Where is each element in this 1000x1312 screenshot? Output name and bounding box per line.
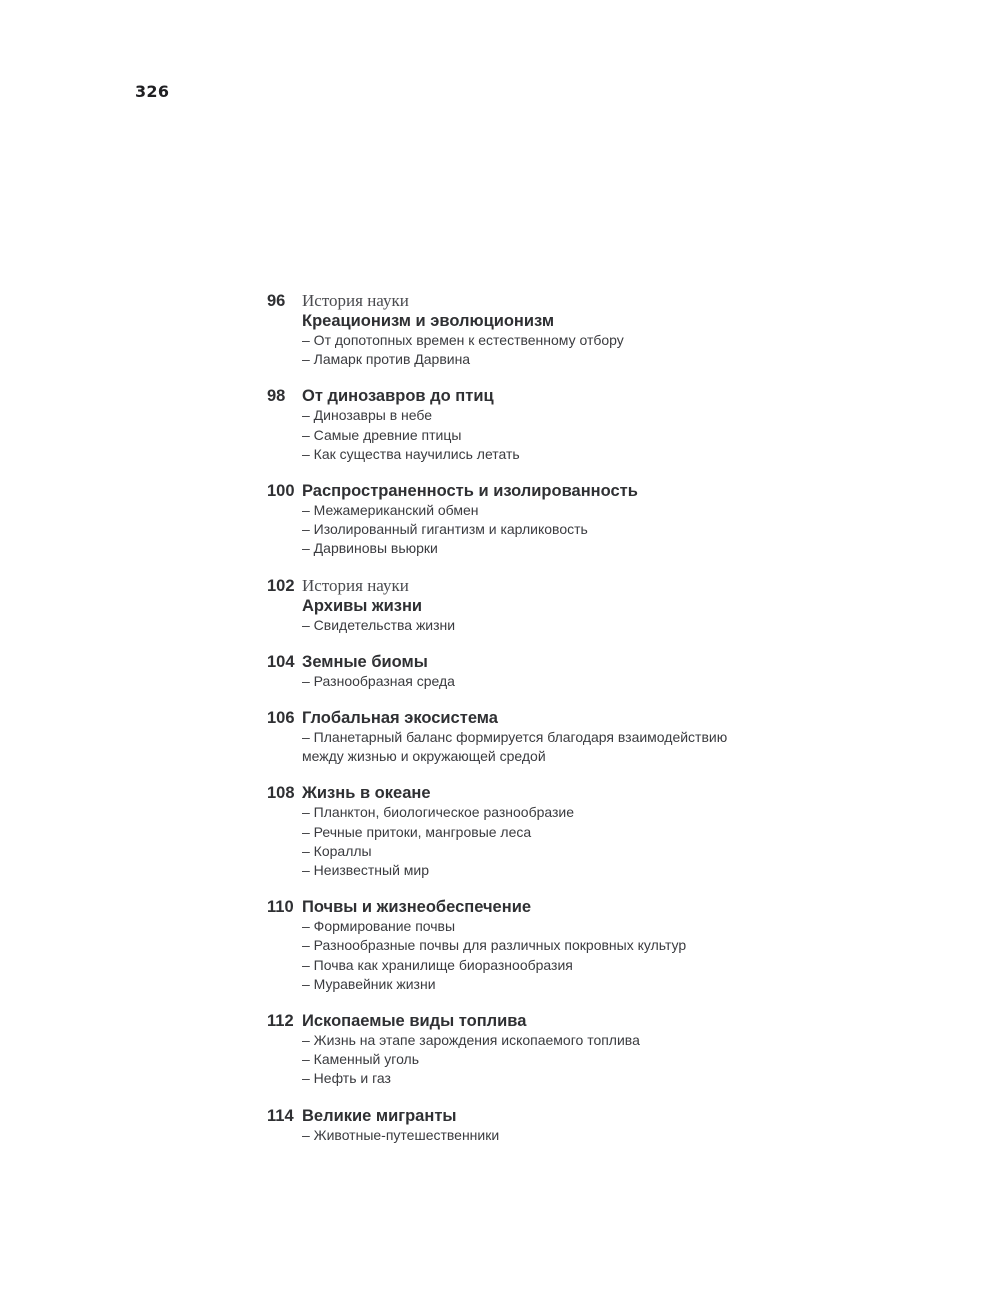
toc-subitem: – Животные-путешественники	[302, 1126, 500, 1143]
toc-entry-title: Распространенность и изолированность	[302, 482, 638, 501]
toc-subitem: – Почва как хранилище биоразнообразия	[302, 956, 573, 973]
toc-entry[interactable]	[267, 708, 787, 766]
toc-entry[interactable]	[267, 897, 787, 994]
toc-subitem: – Свидетельства жизни	[302, 616, 456, 633]
toc-subitem: – Разнообразные почвы для различных покровных культур	[302, 937, 687, 954]
toc-entry-head	[267, 1106, 787, 1126]
toc-subitem: – Каменный уголь	[302, 1051, 420, 1068]
toc-subitem: – Динозавры в небе	[302, 407, 433, 424]
toc-entry-head	[267, 1011, 787, 1031]
toc-entry[interactable]	[267, 1011, 787, 1089]
toc-subitems	[267, 728, 787, 766]
toc-entry-title: Креационизм и эволюционизм	[302, 312, 555, 330]
toc-entry-head	[267, 652, 787, 672]
toc-subitems	[267, 1031, 787, 1089]
toc-entry-title: Глобальная экосистема	[302, 709, 498, 728]
toc-subitem: – Разнообразная среда	[302, 672, 455, 689]
toc-subitem: – Межамериканский обмен	[302, 502, 479, 519]
toc-entry-title: От динозавров до птиц	[302, 387, 494, 406]
toc-entry-page: 114	[267, 1106, 294, 1125]
toc-entry-kicker: История науки	[302, 575, 409, 595]
toc-subitem: – Нефть и газ	[302, 1070, 391, 1087]
toc-entry[interactable]	[267, 1106, 787, 1145]
toc-subitems	[267, 672, 787, 691]
toc-subitem: – Самые древние птицы	[302, 426, 462, 443]
toc-subitem: между жизнью и окружающей средой	[302, 748, 546, 765]
toc-subitems	[267, 1126, 787, 1145]
toc-entry-page: 102	[267, 576, 295, 595]
toc-entry-head	[267, 576, 787, 596]
toc-subitem: – Кораллы	[302, 842, 372, 859]
toc-entry-head	[267, 897, 787, 917]
toc-subitem: – Планетарный баланс формируется благодаря взаимодействию	[302, 729, 728, 746]
toc-subitem: – Ламарк против Дарвина	[302, 351, 471, 368]
toc-subitems	[267, 406, 787, 464]
toc-entry-title: Ископаемые виды топлива	[302, 1012, 527, 1031]
toc-subitem: – Неизвестный мир	[302, 862, 430, 879]
toc-entry-head	[267, 783, 787, 803]
toc-subitem: – Муравейник жизни	[302, 975, 436, 992]
toc-entry-title: Почвы и жизнеобеспечение	[302, 898, 532, 917]
toc-subitems	[267, 803, 787, 880]
toc-entry-page: 104	[267, 652, 295, 671]
toc-entry-title: Архивы жизни	[302, 596, 423, 615]
page-number: 326	[135, 82, 170, 101]
toc-entry-title: Земные биомы	[302, 652, 428, 671]
toc-entry-page: 100	[267, 482, 295, 501]
toc-entry-page: 98	[267, 387, 286, 406]
toc-entry-title: Жизнь в океане	[302, 784, 431, 803]
toc-entry-page: 110	[267, 898, 294, 917]
toc-entry[interactable]	[267, 386, 787, 464]
toc-entry-head	[267, 291, 787, 311]
toc-entry-page: 108	[267, 784, 295, 803]
toc-entry[interactable]	[267, 652, 787, 691]
toc-entry[interactable]	[267, 783, 787, 880]
table-of-contents	[267, 291, 787, 1162]
toc-subitem: – Дарвиновы вьюрки	[302, 540, 438, 557]
toc-subitems	[267, 501, 787, 559]
toc-subitems	[267, 917, 787, 994]
toc-entry-page: 106	[267, 709, 295, 728]
toc-entry-page: 112	[267, 1012, 294, 1031]
toc-subitem: – От допотопных времен к естественному отбору	[302, 332, 624, 348]
toc-entry-head	[267, 481, 787, 501]
toc-entry-kicker: История науки	[302, 291, 409, 310]
toc-entry-title: Великие мигранты	[302, 1106, 457, 1125]
toc-entry-head	[267, 386, 787, 406]
toc-subitem: – Формирование почвы	[302, 918, 456, 935]
toc-entry-head	[267, 708, 787, 728]
toc-subitem: – Речные притоки, мангровые леса	[302, 823, 532, 840]
toc-subitems	[267, 616, 787, 635]
toc-entry[interactable]	[267, 576, 787, 635]
toc-subitems	[267, 331, 787, 369]
toc-entry[interactable]	[267, 481, 787, 559]
toc-subitem: – Планктон, биологическое разнообразие	[302, 804, 575, 821]
toc-subitem: – Жизнь на этапе зарождения ископаемого топлива	[302, 1032, 640, 1049]
toc-subitem: – Как существа научились летать	[302, 445, 520, 462]
toc-entry-page: 96	[267, 292, 286, 310]
toc-entry[interactable]	[267, 291, 787, 369]
toc-subitem: – Изолированный гигантизм и карликовость	[302, 521, 588, 538]
